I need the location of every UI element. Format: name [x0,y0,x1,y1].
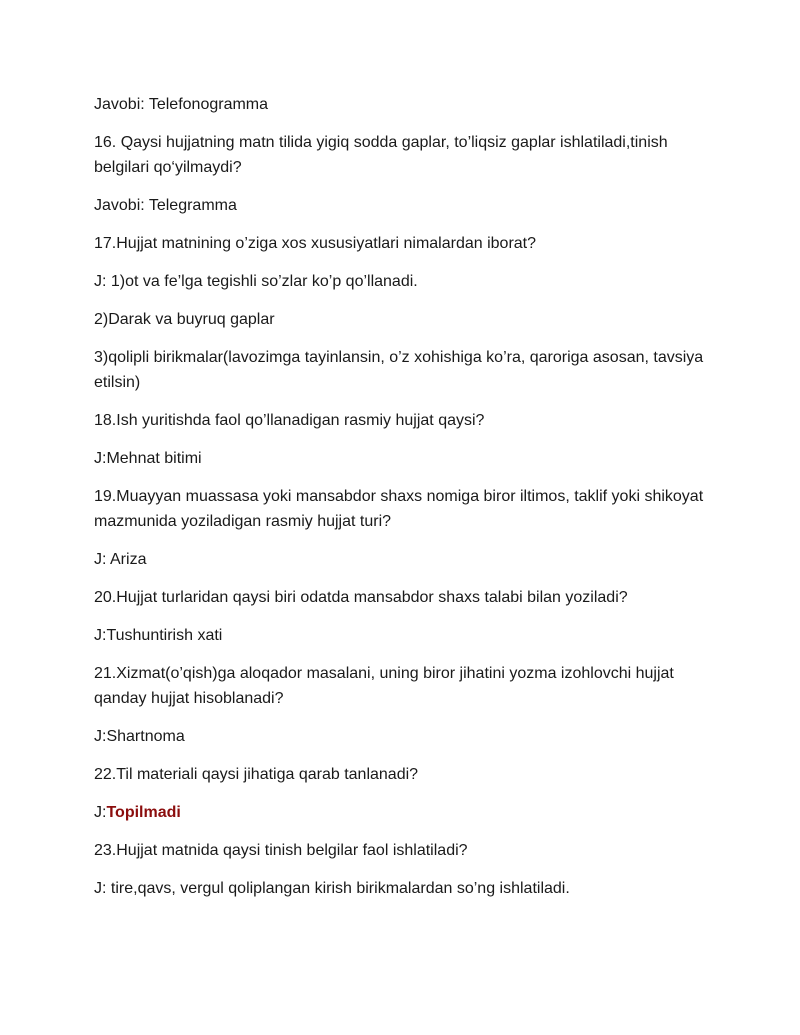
question-20: 20.Hujjat turlaridan qaysi biri odatda mansabdor shaxs talabi bilan yoziladi? [94,589,628,606]
answer-text: J:Shartnoma [94,728,185,745]
answer-text: J:Mehnat bitimi [94,450,202,467]
answer-text: J: tire,qavs, vergul qoliplangan kirish birikmalardan so’ng ishlatiladi. [94,880,570,897]
question-23: 23.Hujjat matnida qaysi tinish belgilar faol ishlatiladi? [94,842,468,859]
highlighted-answer: Topilmadi [106,804,181,821]
answer-text: 2)Darak va buyruq gaplar [94,311,275,328]
question-22: 22.Til materiali qaysi jihatiga qarab tanlanadi? [94,766,419,783]
answer-not-found [94,800,714,825]
question-17: 17.Hujjat matnining o’ziga xos xususiyatlari nimalardan iborat? [94,235,537,252]
answer-text: J: Ariza [94,551,147,568]
answer-text: Javobi: Telefonogramma [94,96,269,113]
question-19: 19.Muayyan muassasa yoki mansabdor shaxs nomiga biror iltimos, taklif yoki shikoyat mazmunida yoziladigan rasmiy hujjat turi? [94,488,704,530]
document-page [94,92,714,914]
answer-text: J:Tushuntirish xati [94,627,223,644]
answer-text: J: 1)ot va fe’lga tegishli so’zlar ko’p qo’llanadi. [94,273,418,290]
answer-text: 3)qolipli birikmalar(lavozimga tayinlansin, o’z xohishiga ko’ra, qaroriga asosan, tavsiya etilsin) [94,349,704,391]
answer-prefix: J: [94,804,107,821]
question-16: 16. Qaysi hujjatning matn tilida yigiq sodda gaplar, to’liqsiz gaplar ishlatiladi,tinish belgilari qo‘yilmaydi? [94,134,668,176]
question-21: 21.Xizmat(o’qish)ga aloqador masalani, uning biror jihatini yozma izohlovchi hujjat qanday hujjat hisoblanadi? [94,665,674,707]
question-18: 18.Ish yuritishda faol qo’llanadigan rasmiy hujjat qaysi? [94,412,485,429]
answer-text: Javobi: Telegramma [94,197,237,214]
